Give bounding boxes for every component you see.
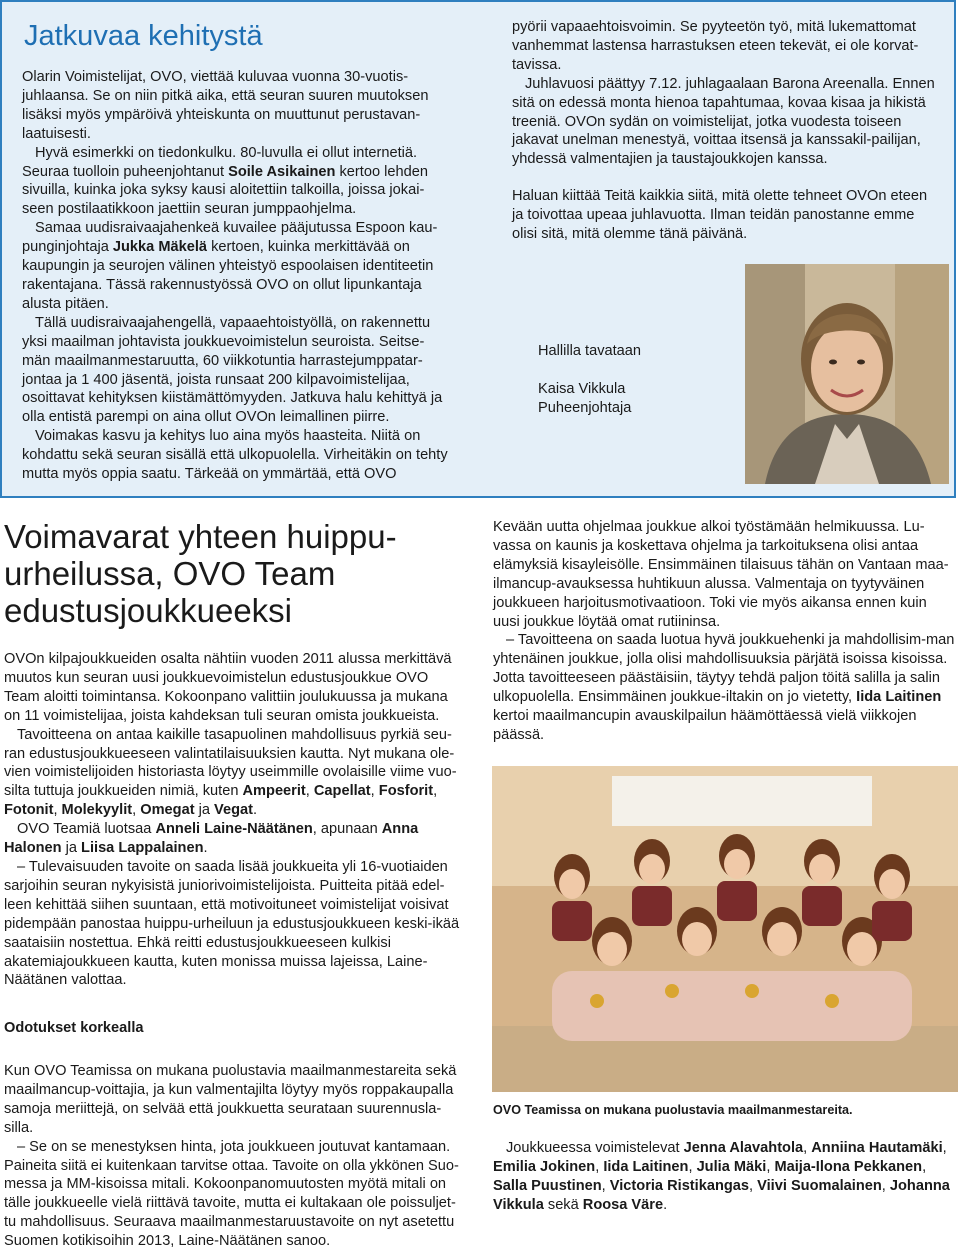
text-run: OVOn kilpajoukkueiden osalta nähtiin vuoden 2011 alussa merkittävä muutos kun seuran uusi joukkuevoimistelun edustusjoukkue OVO Team aloitti toimintansa. Kokoonpano valittiin joulukuussa ja mukana on 11 voimistelijaa, joista kahdeksan tuli seuran omista joukkueista.: [4, 651, 452, 724]
paragraph: [22, 314, 452, 427]
text-run: Kevään uutta ohjelmaa joukkue alkoi työstämään helmikuussa. Lu-vassa on kaunis ja koskettava ohjelma ja tarkoituksena olisi antaa elämyksiä kisayleisölle. Ensimmäinen tilaisuus tähän on Vantaan maa-ilmancup-avauksessa huhtikuun alussa. Valmentaja on tyytyväinen joukkueen harjoitusmotivaatioon. Toki vie myös aikansa ennen kuin uusi joukkue löytää omat rutiininsa.: [493, 519, 949, 630]
bold-name: Viivi Suomalainen: [757, 1177, 882, 1194]
text-run: – Tavoitteena on saada luotua hyvä joukkuehenki ja mahdollisim-man yhtenäinen joukkue, jolla olisi mahdollisuuksia pärjätä isoissa kisoissa. Jotta tavoitteeseen päästäisiin, täytyy tehdä paljon töitä salilla ja salin ulkopuolella. Ensimmäinen joukkue-iltakin on jo vietetty,: [493, 632, 955, 706]
text-run: ,: [601, 1177, 610, 1194]
article-title: Voimavarat yhteen huippu-urheilussa, OVO Team edustusjoukkueeksi: [4, 518, 397, 629]
paragraph: [512, 18, 942, 75]
text-run: , apunaan: [312, 821, 382, 838]
box-left-column: [22, 68, 452, 484]
bold-name: Jukka Mäkelä: [112, 239, 208, 256]
text-run: ,: [132, 802, 141, 819]
text-run: ,: [922, 1158, 927, 1175]
bold-name: Liisa Lappalainen: [81, 840, 204, 857]
text-run: ,: [803, 1140, 812, 1156]
text-run: ,: [305, 783, 314, 800]
paragraph: [4, 1062, 466, 1138]
bold-name: Salla Puustinen: [493, 1177, 602, 1194]
article-left-column: [4, 650, 466, 990]
box-title: Jatkuvaa kehitystä: [24, 20, 263, 52]
text-run: kertoo lehden sivuilla, kuinka joka syksy kausi aloitettiin talkoilla, joissa jokai-seen postilaatikkoon jaettiin seuran jumppaohjelma.: [22, 163, 428, 218]
team-roster: [493, 1139, 955, 1215]
article-right-column: [493, 518, 955, 745]
bold-name: Molekyylit: [61, 802, 133, 819]
paragraph: [4, 726, 466, 821]
bold-name: Anna Halonen: [4, 821, 419, 857]
text-run: Haluan kiittää Teitä kaikkia siitä, mitä olette tehneet OVOn eteen ja toivottaa upeaa juhlavuotta. Ilman teidän panostanne emme olisi sitä, mitä olemme tänä päivänä.: [512, 188, 928, 243]
text-run: Tällä uudisraivaajahengellä, vapaaehtoistyöllä, on rakennettu yksi maailman johtavista joukkuevoimistelun seuroista. Seitse-män maailmanmestaruutta, 60 viikkotuntia harrastejumppatar-jontaa ja 1 400 jäsentä, joista runsaat 200 kilpavoimistelijaa, osoittavat kehityksen kiistämättömyyden. Jatkuva halu kehittyä ja olla entistä parempi on aina ollut OVOn leimallinen piirre.: [22, 314, 443, 426]
bold-name: Roosa Väre: [582, 1196, 664, 1213]
text-run: ja: [194, 802, 215, 819]
bold-name: Johanna Vikkula: [493, 1177, 950, 1213]
bold-name: Capellat: [313, 783, 371, 800]
bold-name: Fotonit: [4, 802, 54, 819]
text-run: .: [203, 840, 208, 857]
bold-name: Jenna Alavahtola: [683, 1140, 804, 1156]
text-run: ,: [595, 1158, 604, 1175]
paragraph: [4, 820, 466, 858]
paragraph: [493, 518, 955, 631]
text-run: Tavoitteena on antaa kaikille tasapuolinen mahdollisuus pyrkiä seu-ran edustusjoukkueeseen valintatilaisuuksien kautta. Nyt mukana ole-vien voimistelijoiden historiasta löytyy useimmille ovolaisille viime vuo-silta tuttuja joukkueiden nimiä, kuten: [4, 726, 457, 800]
text-run: Kun OVO Teamissa on mukana puolustavia maailmanmestareita sekä maailmancup-voittajia, ja kun valmentajilta löytyy myös roppakaupalla samoja meriittejä, on selvää että joukkuetta seurataan suurennusla-silla.: [4, 1063, 457, 1136]
text-run: – Se on se menestyksen hinta, jota joukkueen joutuvat kantamaan. Paineita siitä ei kuitenkaan tarvitse ottaa. Tavoite on olla ykkönen Suo-messa ja MM-kisoissa mitali. Kokoonpanomuutosten myötä mitali on tälle joukkueelle vielä riittävä tavoite, mutta ei kultakaan ole poissuljet-tu mahdollisuus. Seuraava maailmanmestaruustavoite on nyt asetettu Suomen kotikisoihin 2013, Laine-Näätänen sanoo.: [4, 1138, 459, 1250]
bold-name: Iida Laitinen: [603, 1158, 689, 1175]
bold-name: Anneli Laine-Näätänen: [155, 821, 313, 838]
text-run: sekä: [543, 1196, 583, 1213]
text-run: ,: [749, 1177, 758, 1194]
paragraph: [22, 427, 452, 484]
article-left-column-2: [4, 1062, 466, 1251]
bold-name: Fosforit: [378, 783, 434, 800]
bold-name: Julia Mäki: [696, 1158, 767, 1175]
text-run: Samaa uudisraivaajahenkeä kuvailee pääjutussa Espoon kau-punginjohtaja: [22, 220, 438, 256]
text-run: ,: [433, 783, 438, 800]
signoff-name: Kaisa Vikkula: [538, 381, 626, 397]
paragraph: [512, 187, 942, 244]
bold-name: Soile Asikainen: [228, 163, 336, 180]
text-run: Hyvä esimerkki on tiedonkulku. 80-luvulla ei ollut internetiä. Seuraa tuolloin puheenjohtanut: [22, 144, 418, 180]
bold-name: Omegat: [140, 802, 195, 819]
text-run: – Tulevaisuuden tavoite on saada lisää joukkueita yli 16-vuotiaiden sarjoihin seuran nykyisistä juniorivoimistelijoista. Puitteita pitää edel-leen kehittää siihen suuntaan, että motivoituneet voimistelijat voisivat pidempään panostaa huippu-urheiluun ja edustusjoukkueen keski-ikää saataisiin nostettua. Ehkä reitti edustusjoukkueeseen kulkisi akatemiajoukkueen kautta, kuten monissa muissa lajeissa, Laine-Näätänen valottaa.: [4, 858, 460, 989]
team-photo: [492, 766, 958, 1092]
text-run: kertoi maailmancupin avauskilpailun häämöttäessä vielä viikkojen päässä.: [493, 708, 917, 743]
paragraph: [22, 68, 452, 144]
text-run: Juhlavuosi päättyy 7.12. juhlagaalaan Barona Areenalla. Ennen sitä on edessä monta hienoa tapahtumaa, kovaa kisaa ja hikistä treeniä. OVOn sydän on voimistelijat, jotka vuodesta toiseen jakavat unelman menestyä, voittaa itsensä ja kanssakil-pailijan, yhdessä valmentajien ja taustajoukkojen kanssa.: [512, 75, 935, 168]
text-run: kertoen, kuinka merkittävää on kaupungin ja seurojen välinen yhteistyö espoolaisen identiteetin rakentajana. Tässä rakennustyössä OVO on ollut lipunkantaja alusta pitäen.: [22, 239, 434, 312]
text-run: Joukkueessa voimistelevat: [506, 1140, 684, 1156]
chairwoman-portrait: [745, 264, 949, 484]
text-run: Olarin Voimistelijat, OVO, viettää kuluvaa vuonna 30-vuotis-juhlaansa. Se on niin pitkä aika, että seuran suuren muutoksen lisäksi myös ympäröivä yhteiskunta on muuttunut perustavan-laatuisesti.: [22, 69, 429, 142]
text-run: ja: [61, 840, 82, 857]
photo-caption: OVO Teamissa on mukana puolustavia maailmanmestareita.: [493, 1103, 853, 1117]
text-run: ,: [370, 783, 379, 800]
text-run: ,: [881, 1177, 890, 1194]
paragraph: [4, 650, 466, 726]
signoff-role: Puheenjohtaja: [538, 400, 632, 416]
text-run: .: [663, 1196, 668, 1213]
paragraph: [493, 1139, 955, 1215]
text-run: ,: [688, 1158, 697, 1175]
bold-name: Victoria Ristikangas: [609, 1177, 750, 1194]
bold-name: Anniina Hautamäki: [811, 1140, 943, 1156]
bold-name: Emilia Jokinen: [493, 1158, 596, 1175]
signoff: [538, 342, 641, 418]
bold-name: Iida Laitinen: [856, 689, 942, 706]
bold-name: Maija-Ilona Pekkanen: [774, 1158, 923, 1175]
box-right-column: [512, 18, 942, 244]
signoff-greeting: Hallilla tavataan: [538, 343, 642, 359]
bold-name: Ampeerit: [242, 783, 306, 800]
paragraph: [512, 75, 942, 170]
paragraph: [22, 144, 452, 220]
text-run: OVO Teamiä luotsaa: [17, 821, 156, 838]
text-run: Voimakas kasvu ja kehitys luo aina myös haasteita. Niitä on kohdattu sekä seuran sisällä että ulkopuolella. Virheitäkin on tehty mutta myös oppia saatu. Tärkeää on ymmärtää, että OVO: [22, 428, 448, 483]
text-run: ,: [766, 1158, 775, 1175]
text-run: pyörii vapaaehtoisvoimin. Se pyyteetön työ, mitä lukemattomat vanhemmat lastensa harrastuksen eteen tekevät, ei ole korvat-tavissa.: [512, 19, 919, 73]
text-run: .: [252, 802, 258, 819]
paragraph: [4, 858, 466, 990]
subheading: Odotukset korkealla: [4, 1020, 144, 1036]
paragraph: [22, 219, 452, 314]
text-run: ,: [53, 802, 62, 819]
paragraph: [4, 1138, 466, 1251]
text-run: ,: [942, 1140, 947, 1156]
bold-name: Vegat: [214, 802, 253, 819]
paragraph: [493, 631, 955, 744]
